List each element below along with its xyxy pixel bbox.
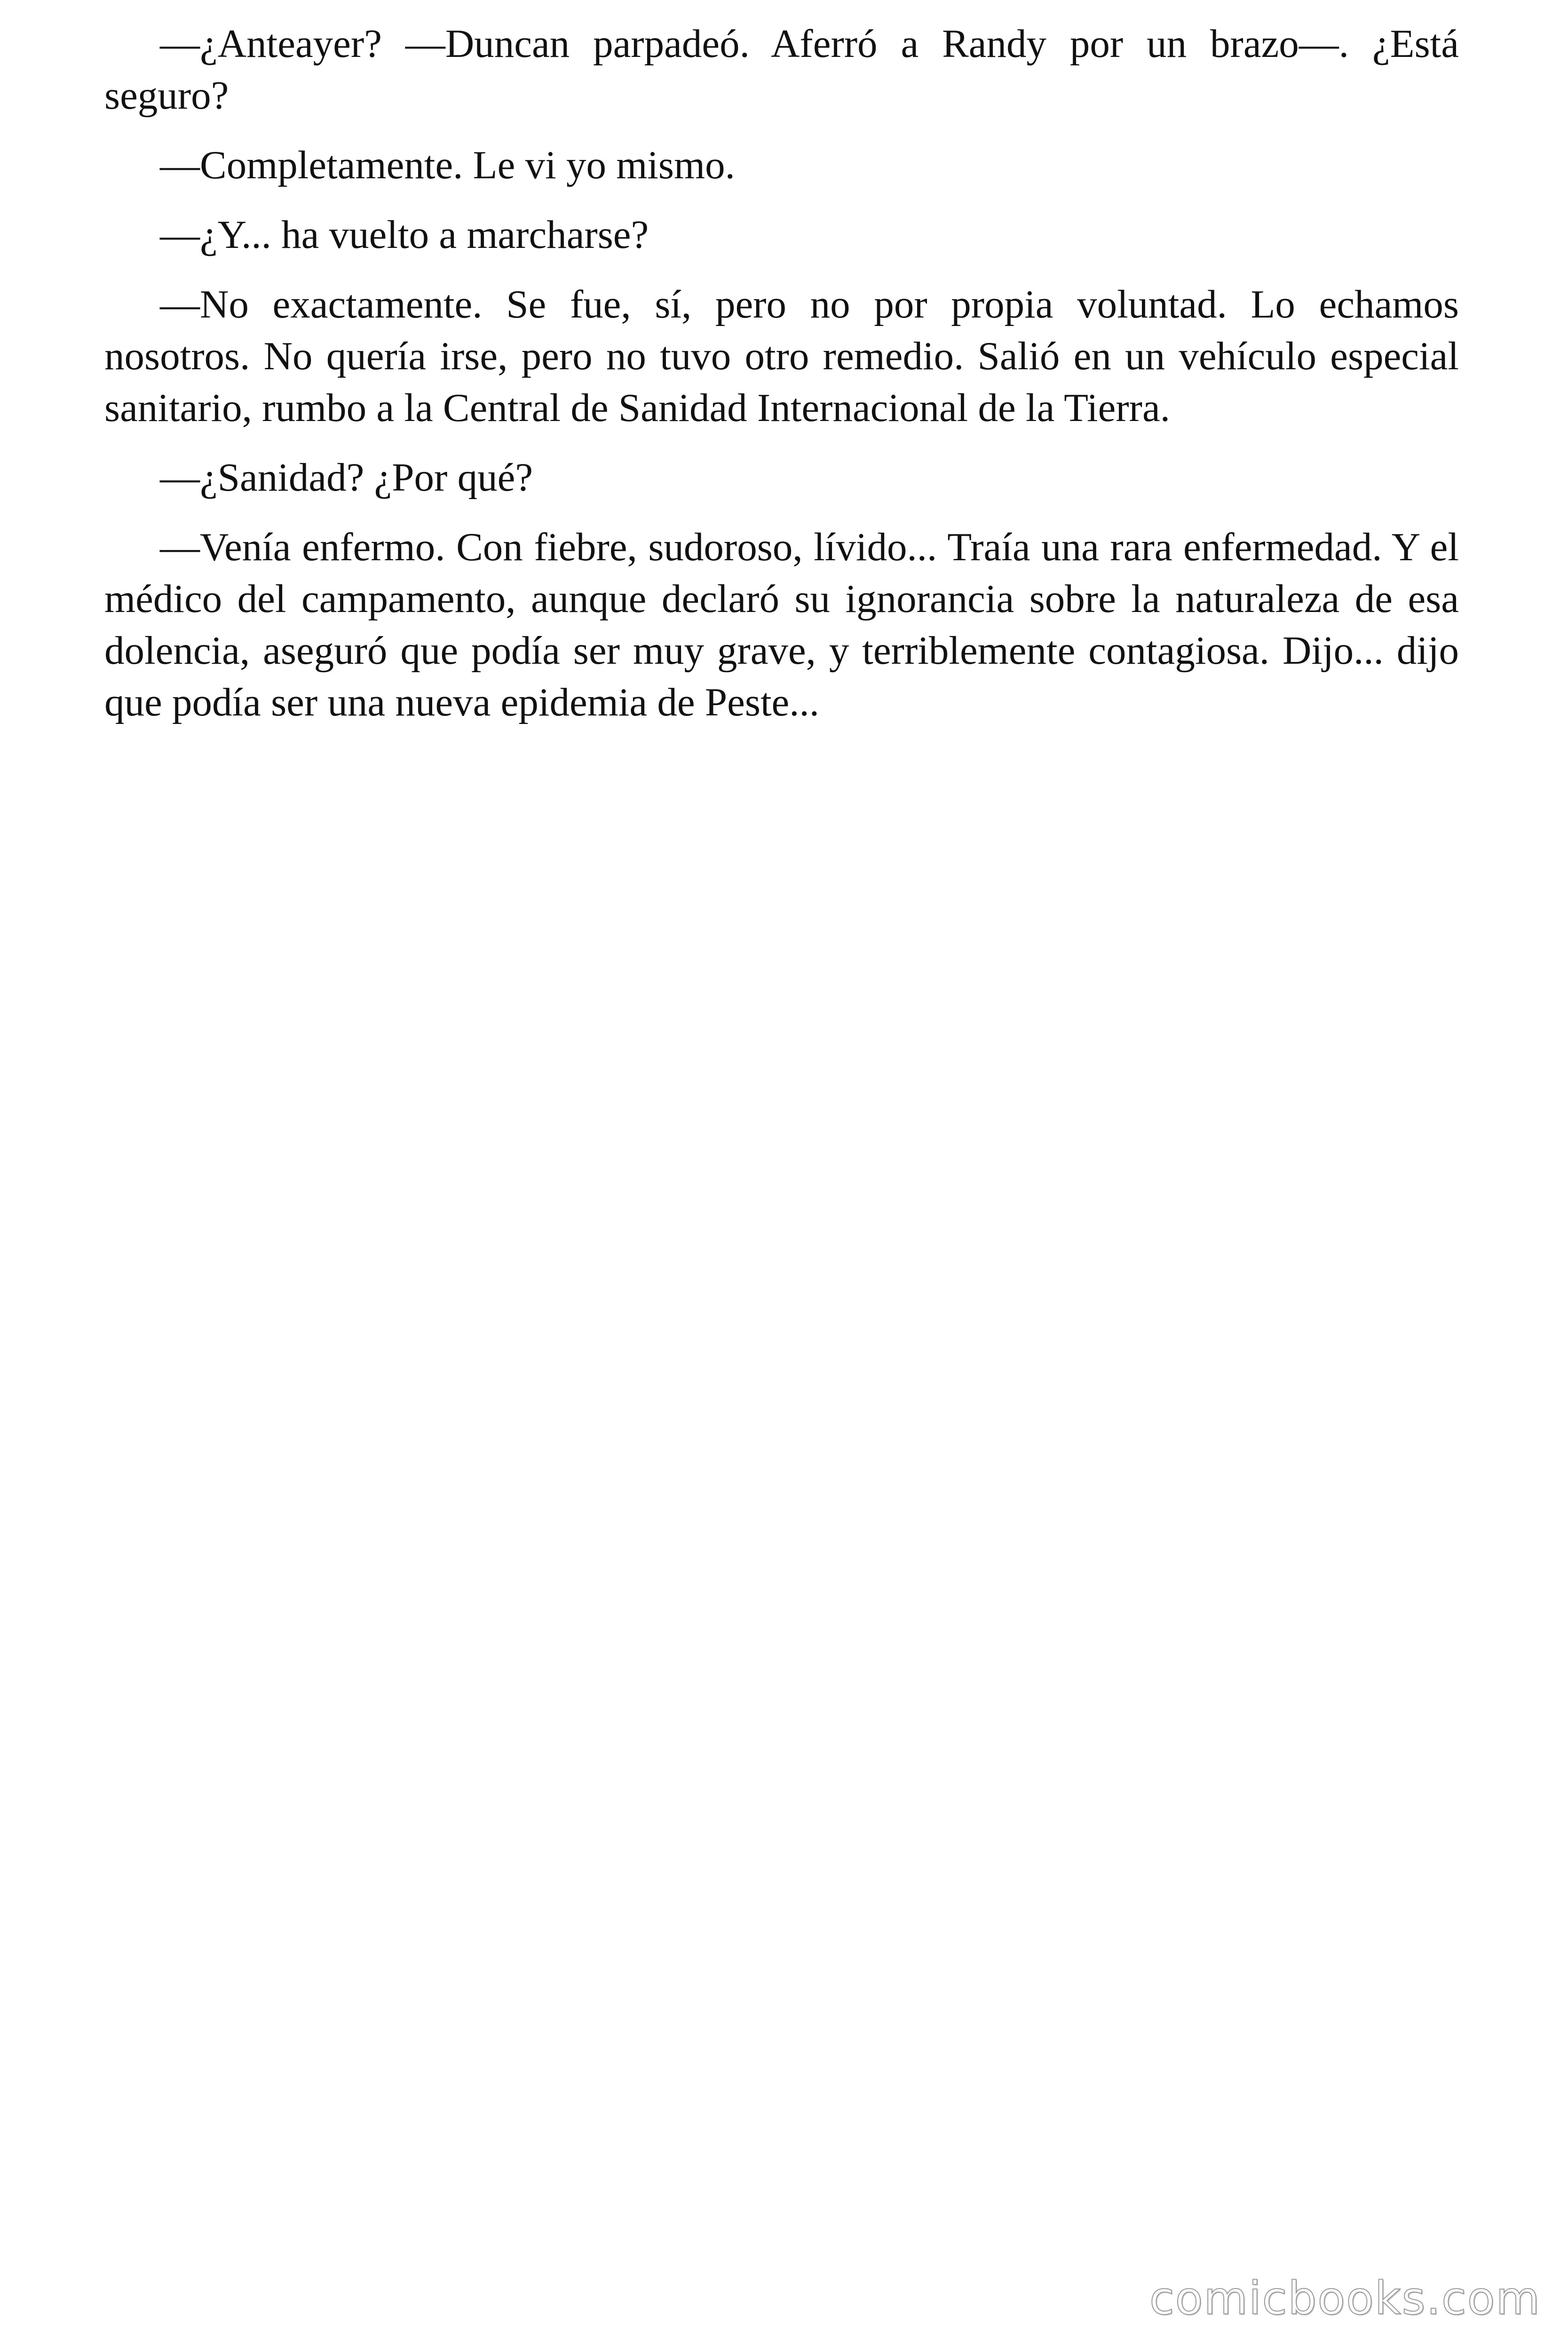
paragraph-4: —No exactamente. Se fue, sí, pero no por propia voluntad. Lo echamos nosotros. No quería irse, pero no tuvo otro remedio. Salió en un vehículo especial sanitario, rumbo a la Central de Sanidad Internacional de la Tierra. bbox=[104, 282, 1459, 430]
body-text bbox=[104, 18, 1459, 746]
paragraph-3: —¿Y... ha vuelto a marcharse? bbox=[160, 213, 649, 257]
watermark-logo: comicbooks.com bbox=[1149, 2272, 1541, 2325]
paragraph-6: —Venía enfermo. Con fiebre, sudoroso, lívido... Traía una rara enfermedad. Y el médico del campamento, aunque declaró su ignorancia sobre la naturaleza de esa dolencia, aseguró que podía ser muy grave, y terriblemente contagiosa. Dijo... dijo que podía ser una nueva epidemia de Peste... bbox=[104, 525, 1459, 724]
paragraph-5: —¿Sanidad? ¿Por qué? bbox=[160, 455, 533, 500]
paragraph-1: —¿Anteayer? —Duncan parpadeó. Aferró a Randy por un brazo—. ¿Está seguro? bbox=[104, 22, 1459, 118]
paragraph-2: —Completamente. Le vi yo mismo. bbox=[160, 143, 735, 187]
